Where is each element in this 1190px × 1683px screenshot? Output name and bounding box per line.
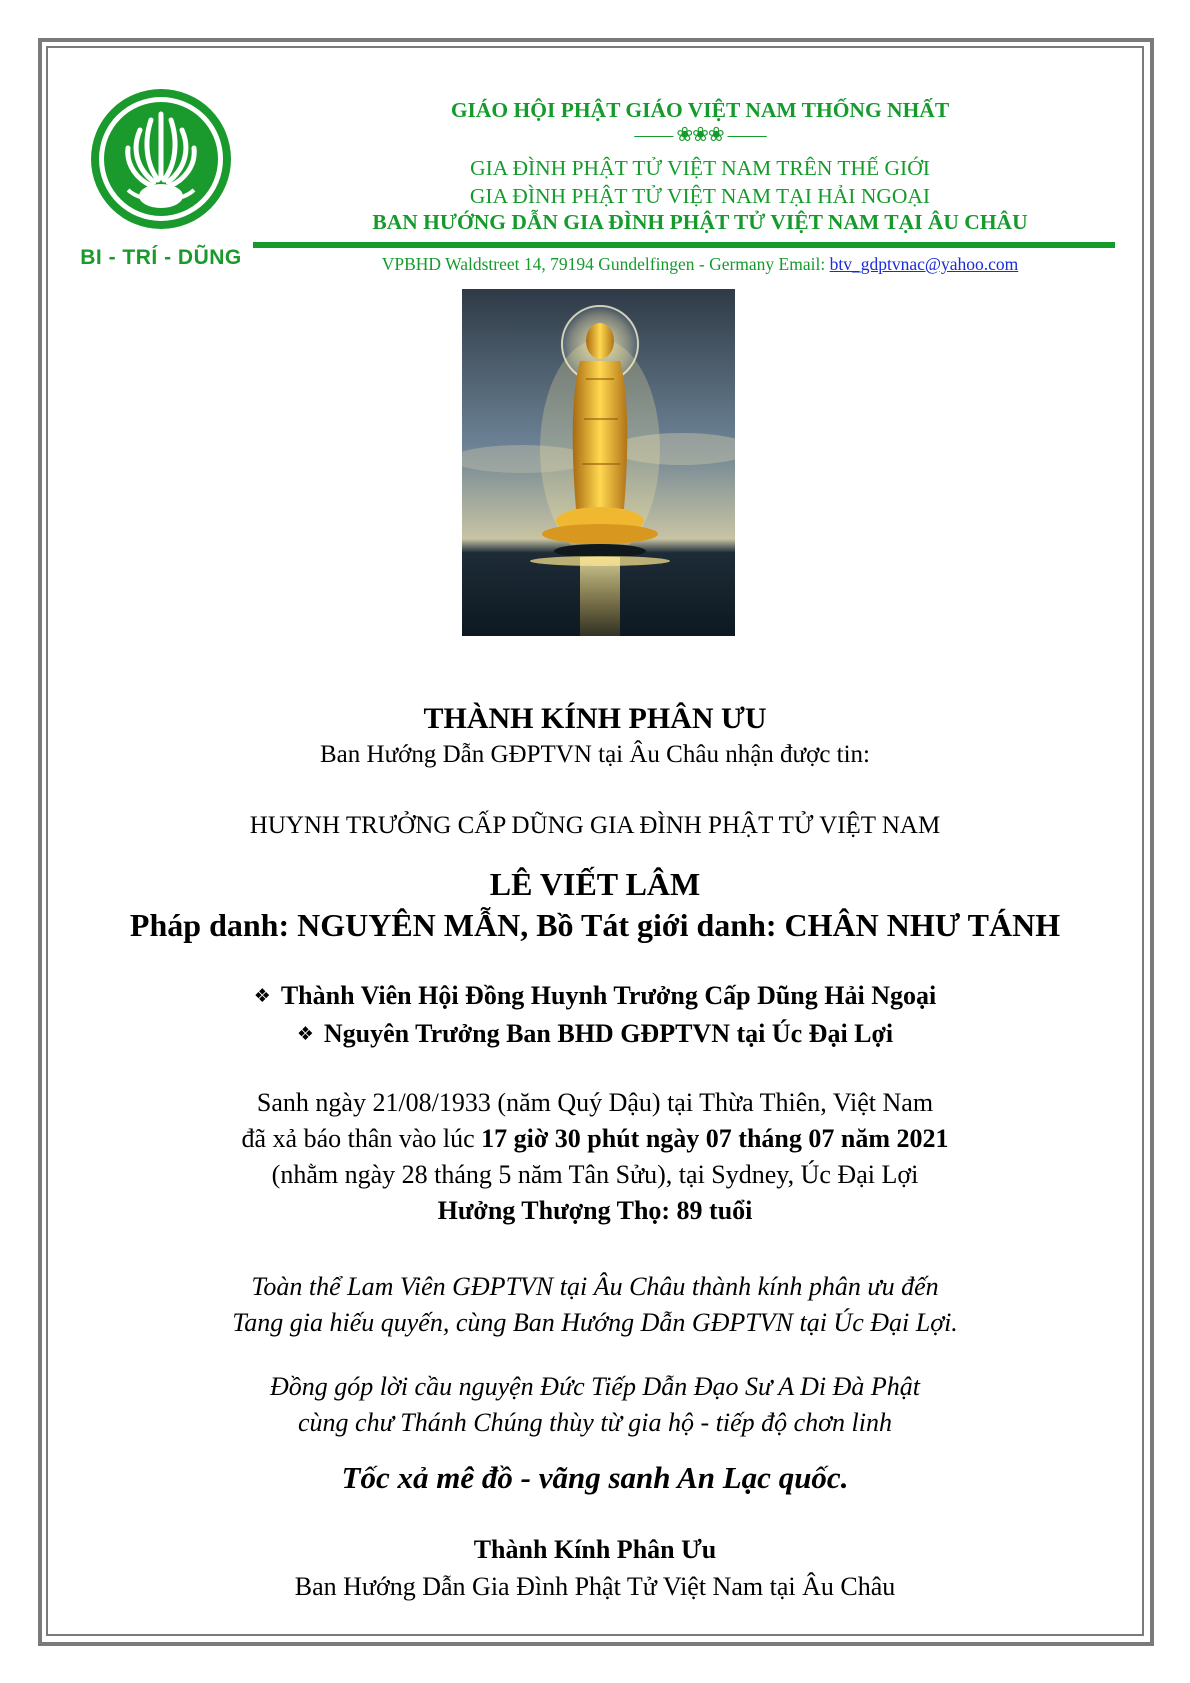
role-text: Thành Viên Hội Đồng Huynh Trưởng Cấp Dũng Hải Ngoại [280, 981, 937, 1010]
vow-line: Tốc xả mê đồ - vãng sanh An Lạc quốc. [341, 1460, 849, 1495]
passing-time: 17 giờ 30 phút ngày 07 tháng 07 năm 2021 [481, 1124, 949, 1153]
passing-prefix: đã xả báo thân vào lúc [241, 1124, 482, 1153]
header-address [270, 254, 1130, 275]
header-europe-board: BAN HƯỚNG DẪN GIA ĐÌNH PHẬT TỬ VIỆT NAM TẠI ÂU CHÂU [372, 210, 1028, 234]
age-info: Hưởng Thượng Thọ: 89 tuổi [437, 1196, 753, 1225]
header-ornament: —— ❀❀❀ —— [634, 124, 766, 146]
role-item [60, 981, 1130, 1011]
header-overseas: GIA ĐÌNH PHẬT TỬ VIỆT NAM TẠI HẢI NGOẠI [469, 184, 931, 208]
prayer-line: cùng chư Thánh Chúng thùy từ gia hộ - tiếp độ chơn linh [298, 1408, 892, 1437]
bullet-icon: ❖ [296, 1023, 314, 1045]
role-text: Nguyên Trưởng Ban BHD GĐPTVN tại Úc Đại Lợi [323, 1019, 894, 1048]
birth-info: Sanh ngày 21/08/1933 (năm Quý Dậu) tại Thừa Thiên, Việt Nam [256, 1088, 934, 1117]
deceased-rank: HUYNH TRƯỞNG CẤP DŨNG GIA ĐÌNH PHẬT TỬ VIỆT NAM [249, 812, 941, 839]
role-item [60, 1019, 1130, 1049]
lunar-date: (nhằm ngày 28 tháng 5 năm Tân Sửu), tại Sydney, Úc Đại Lợi [271, 1160, 919, 1189]
logo-caption: BI - TRÍ - DŨNG [80, 246, 242, 269]
buddha-image [462, 289, 735, 636]
signature-org: Ban Hướng Dẫn Gia Đình Phật Tử Việt Nam tại Âu Châu [294, 1572, 896, 1601]
email-link[interactable]: btv_gdptvnac@yahoo.com [829, 254, 1019, 274]
signature-title: Thành Kính Phân Ưu [473, 1535, 717, 1564]
header-divider [253, 242, 1115, 248]
notice-intro: Ban Hướng Dẫn GĐPTVN tại Âu Châu nhận được tin: [320, 741, 870, 768]
prayer-line: Đồng góp lời cầu nguyện Đức Tiếp Dẫn Đạo Sư A Di Đà Phật [269, 1372, 921, 1401]
notice-title: THÀNH KÍNH PHÂN ƯU [423, 702, 767, 735]
deceased-name: LÊ VIẾT LÂM [489, 866, 701, 902]
lotus-logo-icon [88, 86, 234, 232]
header-world: GIA ĐÌNH PHẬT TỬ VIỆT NAM TRÊN THẾ GIỚI [470, 156, 930, 180]
dharma-name: Pháp danh: NGUYÊN MẪN, Bồ Tát giới danh: CHÂN NHƯ TÁNH [129, 907, 1061, 943]
header-organization: GIÁO HỘI PHẬT GIÁO VIỆT NAM THỐNG NHẤT [450, 98, 950, 122]
condolence-line: Tang gia hiếu quyến, cùng Ban Hướng Dẫn GĐPTVN tại Úc Đại Lợi. [232, 1308, 958, 1337]
passing-info [60, 1124, 1130, 1154]
address-text: VPBHD Waldstreet 14, 79194 Gundelfingen - Germany Email: [381, 254, 830, 274]
condolence-line: Toàn thể Lam Viên GĐPTVN tại Âu Châu thành kính phân ưu đến [251, 1272, 939, 1301]
bullet-icon: ❖ [253, 985, 271, 1007]
